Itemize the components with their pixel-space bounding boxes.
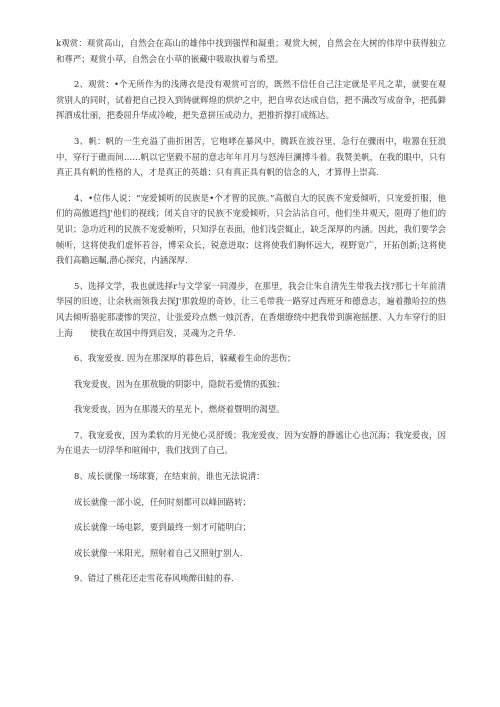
paragraph-6: 6、我宠爱夜. 因为在那深厚的暮色后，躲藏着生命的悲伤； [74, 353, 296, 364]
paragraph-2: 2、观赏：•个无所作为的浅薄衣是没有观赏可言的，既然不信任自己注定就是平凡之辈，就要在观赏别人的同时，试着把自己投入到铸就辉煌的烘炉之中，把自卑衣达成自信，把不满改写成奋争，把孤僻挥洒成壮丽，把委屈升华成冷峻，把失意拼压成动力，把推折撑打成练达。 [56, 79, 446, 121]
paragraph-7: 我宠爱夜，因为在那敖胧的阴影中，隐院若爱情的孤独； [74, 378, 285, 389]
paragraph-8: 我宠爱夜，因为在那漫天的星光卜，燃烧着暨明的渴望。 [74, 404, 285, 415]
paragraph-14: 9、错过了桃花还走雪花春风唤醉田蛙的春. [74, 573, 234, 584]
paragraph-3: 3、帆：帆的一生充溢了曲折困苦，它咆哮在暴风中，腾跃在波谷里，急行在骤雨中，啦嚣在狂浪中，穿行于礁而间……帆以它坚毅不屈的意志年年月月与怒涛巨澜搏斗着。我赞美帆，在我的眼中，只有真正具有帆的性格的人，才是真正的英雄：只有真正具有帆的信念的人，才算得上崇高. [56, 135, 446, 178]
paragraph-4: 4、•位伟人说：“宠爱倾听的民族是•个才智的民族。”高傲自大的民族不宠爱倾听，只宠爱折服，他们的高傲遮挡J'他们的视线；闭关自守的民族不宠爱倾听，只会沾沾自可，他们坐井观天，阻碍了他们的见识；急功近利的民族不宠爱帧听，只知浮在表面，他们浅尝辄止，缺乏深厚的内涵。因此，我们要学会帧听，这将使我们虚怀若谷，博采众长，锐意进取；这将使我们胸怀远大，视野宽广，开拓创新;这将使我们高瞻远瞩,潜心探究，内涵深厚. [56, 192, 446, 266]
document-page [56, 36, 446, 597]
paragraph-13: 成长就像一米阳光，照射着自己又照射J'别人. [74, 547, 243, 558]
paragraph-12: 成长就像一场电影，要到最终一刻才可能明白； [74, 522, 251, 533]
paragraph-1: k观赏：观赏高山，自然会在高山的雄伟中找到强悍和凝重；观赏大树，自然会在大树的伟岸中获得独立和尊严；观赏小草，自然会在小草的嵌藏中吸取执着与希望。 [56, 38, 446, 64]
paragraph-5: 5、选择文学，我也就选择r与文学家一同漫步，在那里，我会让朱自清先生带我去找?那七十年前清华园的旧迹，让余秋雨领我去探J'那敦煌的奇妙，让三毛带我一路穿过西班牙和德意志，遍着撒哈拉的热风去倾听骆驼那凄惨的哭泣，让张爱玲点燃一烛沉香，在香烟缭绕中把我带到旗袍摇摆、人力车穿行的旧上海 使我在故国中得到启发，灵魂为之升华. [56, 280, 446, 338]
paragraph-11: 成长就像一部小说，任何时刻都可以峰回路转； [74, 496, 251, 507]
paragraph-10: 8、成长就像一场球赛，在结束前，谁也无法说清： [74, 471, 265, 482]
paragraph-9: 7、我宠爱夜，因为柔软的月光使心灵舒缓；我宠爱夜，因为安静的静谧让心也沉海；我宠爱夜，因为在退去一切浮华和暄闹中，我们找到了自己。 [56, 429, 446, 456]
